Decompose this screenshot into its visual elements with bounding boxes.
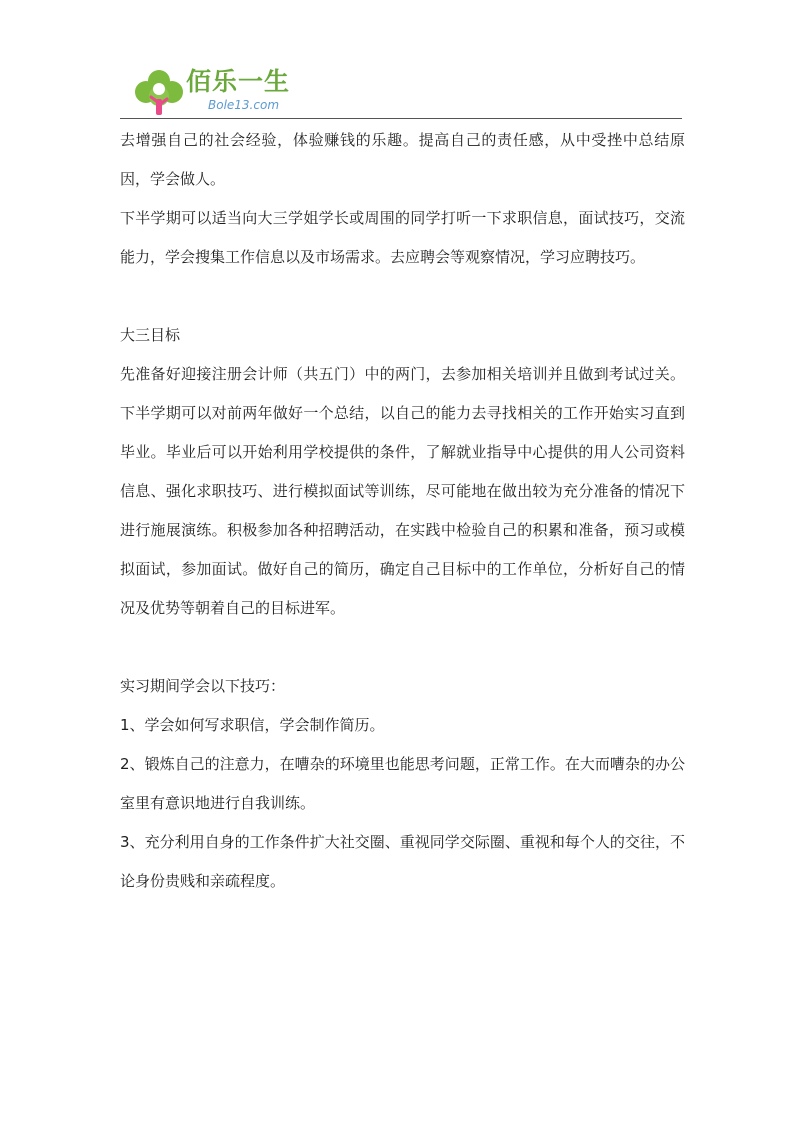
spacer bbox=[120, 277, 685, 316]
logo-subtitle: Bole13.com bbox=[208, 98, 280, 112]
page-header bbox=[120, 55, 682, 119]
list-item: 2、锻炼自己的注意力，在嘈杂的环境里也能思考问题，正常工作。在大而嘈杂的办公室里有意识地进行自我训练。 bbox=[120, 755, 685, 812]
spacer bbox=[120, 628, 685, 667]
paragraph: 先准备好迎接注册会计师（共五门）中的两门，去参加相关培训并且做到考试过关。下半学期可以对前两年做好一个总结，以自己的能力去寻找相关的工作开始实习直到毕业。毕业后可以开始利用学校提供的条件，了解就业指导中心提供的用人公司资料信息、强化求职技巧、进行模拟面试等训练，尽可能地在做出较为充分准备的情况下进行施展演练。积极参加各种招聘活动，在实践中检验自己的积累和准备，预习或模拟面试，参加面试。做好自己的简历，确定自己目标中的工作单位，分析好自己的情况及优势等朝着自己的目标进军。 bbox=[120, 365, 685, 617]
paragraph: 下半学期可以适当向大三学姐学长或周围的同学打听一下求职信息，面试技巧，交流能力，学会搜集工作信息以及市场需求。去应聘会等观察情况，学习应聘技巧。 bbox=[120, 209, 685, 266]
tree-icon bbox=[132, 65, 186, 119]
section-heading: 实习期间学会以下技巧： bbox=[120, 677, 286, 695]
logo-title: 佰乐一生 bbox=[186, 67, 291, 96]
paragraph: 去增强自己的社会经验，体验赚钱的乐趣。提高自己的责任感，从中受挫中总结原因，学会做人。 bbox=[120, 131, 685, 188]
list-item: 3、充分利用自身的工作条件扩大社交圈、重视同学交际圈、重视和每个人的交往，不论身份贵贱和亲疏程度。 bbox=[120, 833, 685, 890]
document-body bbox=[120, 121, 685, 901]
section-heading: 大三目标 bbox=[120, 326, 181, 344]
header-divider bbox=[120, 118, 682, 119]
list-item: 1、学会如何写求职信，学会制作简历。 bbox=[120, 716, 385, 734]
